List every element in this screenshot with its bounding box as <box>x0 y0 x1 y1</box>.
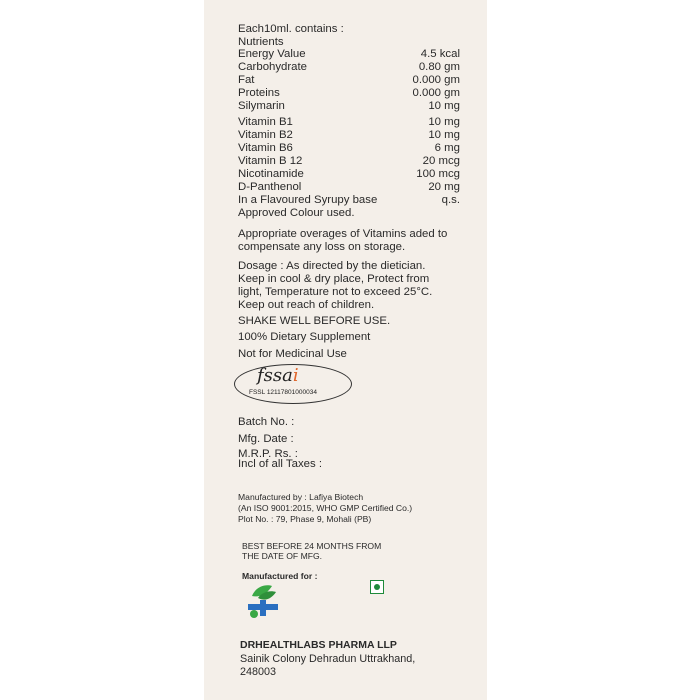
nutrients-heading: Nutrients <box>238 36 284 48</box>
fssai-license: FSSL 12117801000034 <box>249 389 317 396</box>
manufacturer-line-1: Manufactured by : Lafiya Biotech <box>238 492 364 502</box>
not-medicinal: Not for Medicinal Use <box>238 348 347 360</box>
colour-note: Approved Colour used. <box>238 207 355 219</box>
best-before-line-1: BEST BEFORE 24 MONTHS FROM <box>242 541 382 551</box>
dosage-line-1: Dosage : As directed by the dietician. <box>238 260 426 272</box>
overage-note-line-1: Appropriate overages of Vitamins aded to <box>238 228 448 240</box>
dosage-line-2: Keep in cool & dry place, Protect from <box>238 273 430 285</box>
company-leaf-logo-icon <box>244 582 284 622</box>
company-address-line-1: Sainik Colony Dehradun Uttrakhand, <box>240 653 416 665</box>
company-name: DRHEALTHLABS PHARMA LLP <box>240 639 397 651</box>
manufactured-for: Manufactured for : <box>242 571 318 581</box>
fssai-logo: fssai <box>257 365 299 386</box>
dosage-line-3: light, Temperature not to exceed 25°C. <box>238 286 433 298</box>
manufacturer-line-3: Plot No. : 79, Phase 9, Mohali (PB) <box>238 514 372 524</box>
company-address-line-2: 248003 <box>240 666 277 678</box>
veg-symbol-icon <box>370 580 384 594</box>
dietary-supplement: 100% Dietary Supplement <box>238 331 371 343</box>
batch-no: Batch No. : <box>238 416 295 428</box>
overage-note-line-2: compensate any loss on storage. <box>238 241 406 253</box>
contents-header: Each10ml. contains : <box>238 23 344 35</box>
manufacturer-line-2: (An ISO 9001:2015, WHO GMP Certified Co.) <box>238 503 413 513</box>
fssai-badge <box>234 364 352 404</box>
mrp: M.R.P. Rs. : <box>238 448 298 460</box>
incl-taxes: Incl of all Taxes : <box>238 458 322 470</box>
shake-warning: SHAKE WELL BEFORE USE. <box>238 315 391 327</box>
dosage-line-4: Keep out reach of children. <box>238 299 375 311</box>
mfg-date: Mfg. Date : <box>238 433 294 445</box>
best-before-line-2: THE DATE OF MFG. <box>242 551 323 561</box>
